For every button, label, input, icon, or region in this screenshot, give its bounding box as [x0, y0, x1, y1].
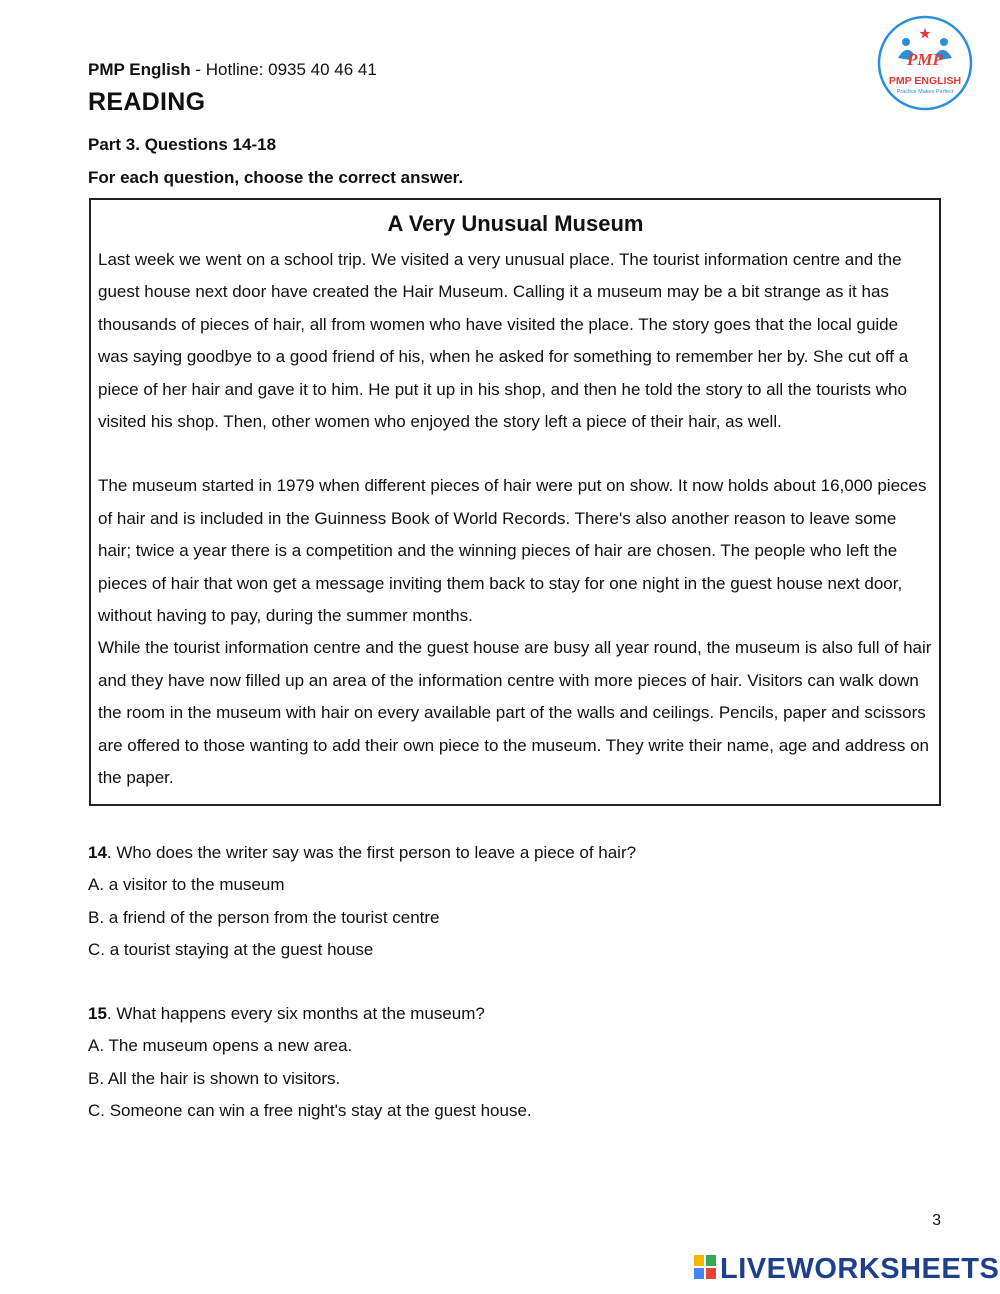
liveworksheets-brand[interactable]: [694, 1252, 999, 1286]
question-stem: [88, 837, 636, 869]
answer-option-c[interactable]: C. a tourist staying at the guest house: [88, 940, 374, 960]
passage-title: A Very Unusual Museum: [387, 211, 644, 236]
answer-option-c[interactable]: C. Someone can win a free night's stay at the guest house.: [88, 1101, 532, 1121]
passage-paragraph-1: Last week we went on a school trip. We visited a very unusual place. The tourist information centre and the guest house next door have created the Hair Museum. Calling it a museum may be a bit strange as it has thousands of pieces of hair, all from women who have visited the place. The story goes that the local guide was saying goodbye to a good friend of his, when he asked for something to remember her by. She cut off a piece of her hair and gave it to him. He put it up in his shop, and then he told the story to all the tourists who visited his shop. Then, other women who enjoyed the story left a piece of their hair, as well.: [98, 250, 909, 432]
question-number: 15: [88, 1004, 107, 1023]
passage-paragraph-3: While the tourist information centre and the guest house are busy all year round, the museum is also full of hair and they have now filled up an area of the information centre with more pieces of hair. Visitors can walk down the room in the museum with hair on every available part of the walls and ceilings. Pencils, paper and scissors are offered to those wanting to add their own piece to the museum. They write their name, age and address on the paper.: [98, 638, 932, 788]
part-title: Part 3. Questions 14-18: [88, 135, 277, 154]
question-text: . What happens every six months at the museum?: [106, 1004, 485, 1023]
pmp-logo-icon: [876, 14, 974, 112]
reading-passage: [89, 198, 941, 806]
question-15: [88, 998, 532, 1128]
question-text: . Who does the writer say was the first person to leave a piece of hair?: [106, 843, 637, 862]
instruction: For each question, choose the correct answer.: [88, 168, 464, 187]
brand-name: PMP English: [88, 60, 191, 79]
answer-option-b[interactable]: B. All the hair is shown to visitors.: [88, 1068, 341, 1088]
liveworksheets-logo-icon: [694, 1255, 716, 1284]
liveworksheets-wordmark: LIVEWORKSHEETS: [720, 1252, 1000, 1285]
question-14: [88, 837, 636, 967]
hotline: - Hotline: 0935 40 46 41: [190, 60, 377, 79]
answer-option-a[interactable]: A. The museum opens a new area.: [88, 1036, 353, 1056]
logo-tagline: Practice Makes Perfect: [896, 89, 954, 95]
page-number: 3: [932, 1212, 941, 1229]
passage-paragraph-2: The museum started in 1979 when different pieces of hair were put on show. It now holds about 16,000 pieces of hair and is included in the Guinness Book of World Records. There's also another reason to leave some hair; twice a year there is a competition and the winning pieces of hair are chosen. The people who left the pieces of hair that won get a message inviting them back to stay for one night in the guest house next door, without having to pay, during the summer months.: [98, 476, 927, 626]
question-number: 14: [88, 843, 107, 862]
section-title: READING: [88, 88, 206, 116]
question-stem: [88, 998, 532, 1030]
answer-option-b[interactable]: B. a friend of the person from the tourist centre: [88, 907, 440, 927]
answer-option-a[interactable]: A. a visitor to the museum: [88, 875, 285, 895]
logo-bottom-text: PMP ENGLISH: [888, 75, 962, 87]
page-header: [88, 60, 377, 80]
logo-top-text: PMP: [907, 50, 943, 69]
